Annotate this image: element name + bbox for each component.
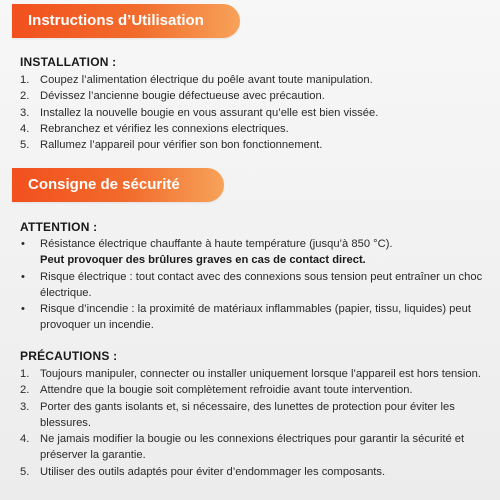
- safety-banner: Consigne de sécurité: [12, 168, 224, 202]
- item-number: 5.: [20, 139, 30, 152]
- item-text: Dévissez l’ancienne bougie défectueuse avec précaution.: [40, 90, 325, 103]
- item-text: Porter des gants isolants et, si nécessaire, des lunettes de protection pour éviter les blessures.: [40, 400, 455, 429]
- installation-list: [20, 72, 490, 153]
- item-number: 1.: [20, 74, 30, 86]
- item-text: Installez la nouvelle bougie en vous assurant qu’elle est bien vissée.: [40, 106, 379, 119]
- item-warning-bold: Peut provoquer des brûlures graves en cas de contact direct.: [40, 254, 366, 267]
- item-number: 1.: [20, 368, 30, 380]
- list-item: [20, 464, 490, 480]
- item-number: 2.: [20, 384, 30, 397]
- list-item: [20, 137, 490, 153]
- item-text: Risque d’incendie : la proximité de matériaux inflammables (papier, tissu, liquides) peut provoquer un incendie.: [40, 303, 471, 332]
- item-text: Ne jamais modifier la bougie ou les connexions électriques pour garantir la sécurité et préserver la garantie.: [40, 433, 465, 462]
- item-number: 4.: [20, 433, 30, 446]
- bullet: •: [21, 303, 25, 316]
- item-number: 3.: [20, 400, 30, 413]
- item-text: Rallumez l’appareil pour vérifier son bon fonctionnement.: [40, 139, 323, 152]
- instructions-banner: Instructions d’Utilisation: [12, 4, 240, 38]
- installation-heading: INSTALLATION :: [20, 55, 117, 69]
- list-item: [20, 366, 490, 382]
- item-number: 5.: [20, 465, 30, 478]
- list-item: [20, 269, 490, 302]
- item-number: 4.: [20, 122, 30, 135]
- list-item: [20, 382, 490, 398]
- item-number: 3.: [20, 106, 30, 119]
- item-number: 2.: [20, 90, 30, 103]
- item-text: Résistance électrique chauffante à haute température (jusqu’à 850 °C).: [40, 238, 393, 250]
- list-item: [20, 236, 490, 269]
- item-text: Attendre que la bougie soit complètement refroidie avant toute intervention.: [40, 384, 413, 397]
- attention-list: [20, 236, 490, 334]
- item-text: Risque électrique : tout contact avec des connexions sous tension peut entraîner un choc électrique.: [40, 270, 483, 299]
- item-text: Utiliser des outils adaptés pour éviter d’endommager les composants.: [40, 465, 386, 478]
- bullet: •: [21, 270, 25, 283]
- list-item: [20, 88, 490, 104]
- list-item: [20, 301, 490, 334]
- item-text: Rebranchez et vérifiez les connexions electriques.: [40, 122, 289, 135]
- precautions-list: [20, 366, 490, 480]
- item-text: Toujours manipuler, connecter ou installer uniquement lorsque l’appareil est hors tension.: [40, 368, 481, 380]
- list-item: [20, 431, 490, 464]
- list-item: [20, 105, 490, 121]
- list-item: [20, 72, 490, 88]
- list-item: [20, 399, 490, 432]
- list-item: [20, 121, 490, 137]
- bullet: •: [21, 238, 25, 250]
- attention-heading: ATTENTION :: [20, 220, 98, 234]
- precautions-heading: PRÉCAUTIONS :: [20, 349, 118, 363]
- item-text: Coupez l’alimentation électrique du poêle avant toute manipulation.: [40, 74, 373, 86]
